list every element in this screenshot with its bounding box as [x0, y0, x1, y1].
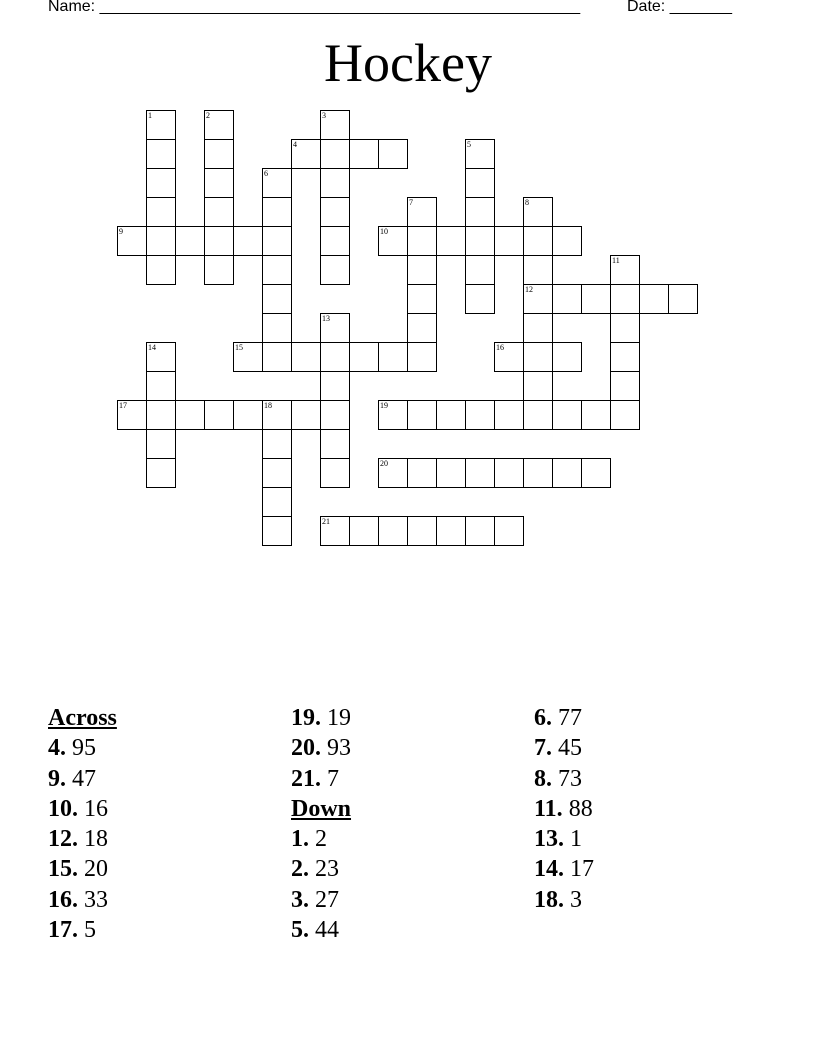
- grid-cell: [465, 255, 495, 285]
- clue-column-2: [291, 703, 521, 945]
- grid-cell: [175, 400, 205, 430]
- grid-cell: [465, 516, 495, 546]
- down-clue-list: [291, 824, 521, 945]
- clue-number: 7: [409, 198, 413, 207]
- clue-number-label: 13.: [534, 826, 564, 853]
- grid-cell: [146, 168, 176, 198]
- across-clue: [291, 733, 521, 763]
- grid-cell: [407, 255, 437, 285]
- grid-cell: [407, 342, 437, 372]
- down-clue: [291, 854, 521, 884]
- clue-text: 77: [552, 705, 582, 731]
- grid-cell: [320, 313, 350, 343]
- across-clue: [48, 794, 278, 824]
- grid-cell: [378, 400, 408, 430]
- clue-number-label: 6.: [534, 705, 552, 731]
- clue-number-label: 16.: [48, 886, 78, 913]
- down-clue: [291, 885, 521, 915]
- down-clue: [534, 733, 764, 763]
- across-heading: Across: [48, 705, 117, 731]
- clue-number-label: 20.: [291, 735, 321, 762]
- grid-cell: [146, 110, 176, 140]
- clue-text: 3: [564, 886, 582, 913]
- grid-cell: [262, 487, 292, 517]
- across-clue: [48, 915, 278, 945]
- grid-cell: [291, 400, 321, 430]
- clue-text: 20: [78, 856, 108, 883]
- grid-cell: [610, 400, 640, 430]
- clue-number: 21: [322, 517, 330, 526]
- grid-cell: [262, 284, 292, 314]
- grid-cell: [407, 400, 437, 430]
- grid-cell: [465, 458, 495, 488]
- clue-number: 9: [119, 227, 123, 236]
- grid-cell: [407, 458, 437, 488]
- clue-number-label: 12.: [48, 826, 78, 853]
- grid-cell: [262, 516, 292, 546]
- grid-cell: [117, 400, 147, 430]
- grid-cell: [407, 226, 437, 256]
- grid-cell: [117, 226, 147, 256]
- grid-cell: [146, 139, 176, 169]
- across-clue: [48, 885, 278, 915]
- clue-number: 18: [264, 401, 272, 410]
- grid-cell: [378, 226, 408, 256]
- clue-number-label: 2.: [291, 856, 309, 883]
- grid-cell: [523, 313, 553, 343]
- grid-cell: [407, 516, 437, 546]
- grid-cell: [523, 255, 553, 285]
- clue-text: 2: [309, 826, 327, 853]
- clue-text: 19: [321, 705, 351, 731]
- grid-cell: [175, 226, 205, 256]
- clue-number: 1: [148, 111, 152, 120]
- grid-cell: [465, 284, 495, 314]
- grid-cell: [465, 400, 495, 430]
- grid-cell: [523, 342, 553, 372]
- grid-cell: [523, 371, 553, 401]
- grid-cell: [581, 458, 611, 488]
- grid-cell: [610, 342, 640, 372]
- clue-text: 73: [552, 765, 582, 792]
- across-clue: [48, 854, 278, 884]
- grid-cell: [465, 168, 495, 198]
- down-clue: [534, 824, 764, 854]
- grid-cell: [610, 313, 640, 343]
- grid-cell: [378, 139, 408, 169]
- down-clue: [291, 824, 521, 854]
- clue-number: 13: [322, 314, 330, 323]
- grid-cell: [262, 429, 292, 459]
- clue-number: 14: [148, 343, 156, 352]
- grid-cell: [465, 226, 495, 256]
- clue-number: 16: [496, 343, 504, 352]
- grid-cell: [436, 458, 466, 488]
- grid-cell: [146, 429, 176, 459]
- grid-cell: [378, 458, 408, 488]
- grid-cell: [436, 226, 466, 256]
- across-clue-list: [48, 733, 278, 945]
- grid-cell: [204, 110, 234, 140]
- clue-number: 2: [206, 111, 210, 120]
- down-clue-list-continued: [534, 703, 764, 915]
- grid-cell: [494, 226, 524, 256]
- clue-number: 3: [322, 111, 326, 120]
- grid-cell: [465, 139, 495, 169]
- clue-text: 47: [66, 765, 96, 792]
- grid-cell: [146, 458, 176, 488]
- grid-cell: [581, 284, 611, 314]
- down-clue: [534, 794, 764, 824]
- grid-cell: [262, 313, 292, 343]
- grid-cell: [320, 458, 350, 488]
- grid-cell: [204, 400, 234, 430]
- grid-cell: [262, 400, 292, 430]
- grid-cell: [407, 313, 437, 343]
- grid-cell: [320, 371, 350, 401]
- clue-text: 93: [321, 735, 351, 762]
- grid-cell: [523, 226, 553, 256]
- clue-number-label: 17.: [48, 917, 78, 944]
- grid-cell: [523, 458, 553, 488]
- grid-cell: [436, 400, 466, 430]
- grid-cell: [146, 400, 176, 430]
- clue-number: 19: [380, 401, 388, 410]
- grid-cell: [494, 400, 524, 430]
- grid-cell: [291, 342, 321, 372]
- grid-cell: [436, 516, 466, 546]
- grid-cell: [146, 371, 176, 401]
- down-clue: [534, 885, 764, 915]
- clue-number-label: 5.: [291, 917, 309, 944]
- clue-number-label: 7.: [534, 735, 552, 762]
- clue-number-label: 11.: [534, 795, 563, 822]
- grid-cell: [262, 197, 292, 227]
- grid-cell: [146, 342, 176, 372]
- grid-cell: [320, 255, 350, 285]
- date-field-label: Date: _______: [627, 0, 732, 15]
- clue-text: 16: [78, 795, 108, 822]
- grid-cell: [552, 226, 582, 256]
- clue-number: 10: [380, 227, 388, 236]
- across-clue: [48, 824, 278, 854]
- name-field-label: Name: ______________________________________________________: [48, 0, 581, 15]
- down-clue: [534, 854, 764, 884]
- grid-cell: [668, 284, 698, 314]
- clue-text: 44: [309, 917, 339, 944]
- grid-cell: [552, 284, 582, 314]
- grid-cell: [320, 429, 350, 459]
- grid-cell: [291, 139, 321, 169]
- grid-cell: [320, 400, 350, 430]
- clue-text: 95: [66, 735, 96, 762]
- clue-number-label: 21.: [291, 765, 321, 792]
- clue-text: 23: [309, 856, 339, 883]
- across-clue: [48, 733, 278, 763]
- clue-number-label: 3.: [291, 886, 309, 913]
- clue-number-label: 8.: [534, 765, 552, 792]
- grid-cell: [494, 458, 524, 488]
- grid-cell: [610, 255, 640, 285]
- across-clue: [291, 703, 521, 733]
- grid-cell: [349, 139, 379, 169]
- grid-cell: [552, 342, 582, 372]
- grid-cell: [349, 342, 379, 372]
- grid-cell: [204, 255, 234, 285]
- clue-text: 5: [78, 917, 96, 944]
- grid-cell: [146, 255, 176, 285]
- grid-cell: [581, 400, 611, 430]
- clue-number: 20: [380, 459, 388, 468]
- grid-cell: [494, 342, 524, 372]
- clue-text: 45: [552, 735, 582, 762]
- clue-number-label: 4.: [48, 735, 66, 762]
- clue-number-label: 10.: [48, 795, 78, 822]
- clue-number-label: 1.: [291, 826, 309, 853]
- grid-cell: [262, 226, 292, 256]
- grid-cell: [378, 516, 408, 546]
- grid-cell: [407, 284, 437, 314]
- grid-cell: [146, 226, 176, 256]
- clue-number-label: 14.: [534, 856, 564, 883]
- across-clue: [48, 764, 278, 794]
- clue-column-3: [534, 703, 764, 915]
- clue-number-label: 15.: [48, 856, 78, 883]
- grid-cell: [378, 342, 408, 372]
- grid-cell: [204, 226, 234, 256]
- clue-number: 17: [119, 401, 127, 410]
- grid-cell: [262, 255, 292, 285]
- down-heading: Down: [291, 795, 352, 822]
- clue-text: 18: [78, 826, 108, 853]
- grid-cell: [523, 400, 553, 430]
- clue-text: 88: [562, 795, 593, 822]
- grid-cell: [407, 197, 437, 227]
- page-title: Hockey: [324, 33, 492, 93]
- clue-text: 17: [564, 856, 594, 883]
- grid-cell: [262, 458, 292, 488]
- down-clue: [534, 703, 764, 733]
- grid-cell: [349, 516, 379, 546]
- clue-number-label: 9.: [48, 765, 66, 792]
- grid-cell: [465, 197, 495, 227]
- grid-cell: [233, 226, 263, 256]
- grid-cell: [610, 371, 640, 401]
- grid-cell: [320, 516, 350, 546]
- clue-text: 27: [309, 886, 339, 913]
- grid-cell: [262, 342, 292, 372]
- grid-cell: [494, 516, 524, 546]
- grid-cell: [523, 284, 553, 314]
- down-clue: [534, 764, 764, 794]
- grid-cell: [233, 400, 263, 430]
- grid-cell: [204, 168, 234, 198]
- grid-cell: [552, 400, 582, 430]
- clue-number: 4: [293, 140, 297, 149]
- clue-number-label: 19.: [291, 705, 321, 731]
- grid-cell: [204, 139, 234, 169]
- grid-cell: [146, 197, 176, 227]
- grid-cell: [233, 342, 263, 372]
- grid-cell: [320, 168, 350, 198]
- across-clue: [291, 764, 521, 794]
- grid-cell: [610, 284, 640, 314]
- clue-number: 5: [467, 140, 471, 149]
- grid-cell: [320, 139, 350, 169]
- down-clue: [291, 915, 521, 945]
- grid-cell: [552, 458, 582, 488]
- clue-number: 6: [264, 169, 268, 178]
- clue-number-label: 18.: [534, 886, 564, 913]
- clue-text: 7: [321, 765, 339, 792]
- clue-number: 8: [525, 198, 529, 207]
- clue-number: 12: [525, 285, 533, 294]
- grid-cell: [523, 197, 553, 227]
- across-clue-list-continued: [291, 703, 521, 794]
- clue-number: 15: [235, 343, 243, 352]
- clue-number: 11: [612, 256, 620, 265]
- grid-cell: [262, 168, 292, 198]
- grid-cell: [320, 226, 350, 256]
- grid-cell: [320, 197, 350, 227]
- grid-cell: [639, 284, 669, 314]
- clue-text: 33: [78, 886, 108, 913]
- grid-cell: [320, 342, 350, 372]
- grid-cell: [204, 197, 234, 227]
- clue-column-1: [48, 703, 278, 945]
- grid-cell: [320, 110, 350, 140]
- clue-text: 1: [564, 826, 582, 853]
